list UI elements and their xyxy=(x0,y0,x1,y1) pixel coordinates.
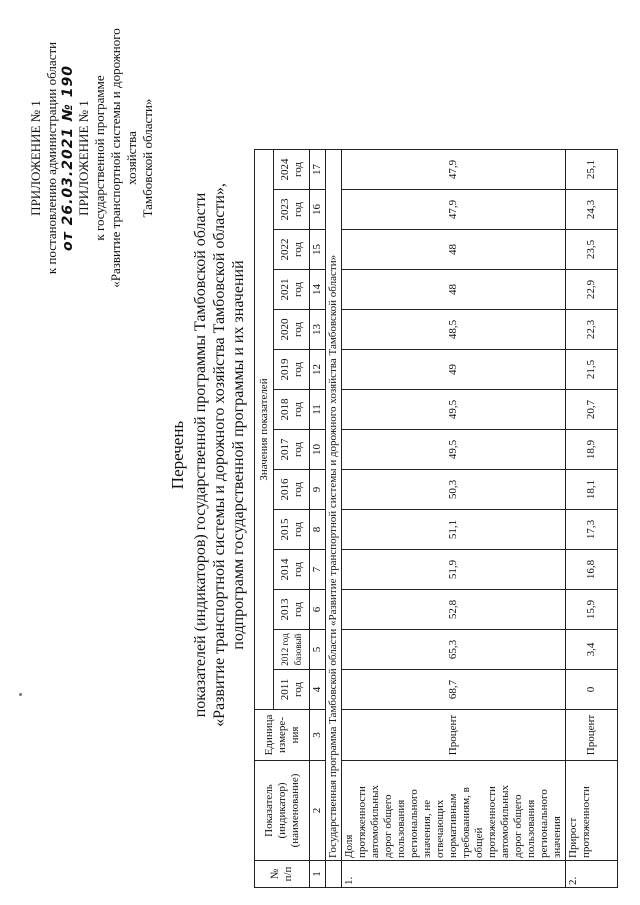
value-cell: 16,8 xyxy=(566,550,618,590)
row-number: 1. xyxy=(342,861,566,888)
column-number-6: 6 xyxy=(310,590,326,630)
year-header-11: 2022 год xyxy=(274,230,310,270)
column-number-8: 8 xyxy=(310,510,326,550)
column-number-16: 16 xyxy=(310,190,326,230)
value-cell: 23,5 xyxy=(566,230,618,270)
column-number-13: 13 xyxy=(310,310,326,350)
handwritten-decree-date: от 26.03.2021 № 190 xyxy=(60,65,76,251)
column-number-4: 4 xyxy=(310,670,326,710)
column-number-5: 5 xyxy=(310,630,326,670)
column-number-17: 17 xyxy=(310,150,326,190)
year-header-3: 2014 год xyxy=(274,550,310,590)
section-title: Государственная программа Тамбовской области «Развитие транспортной системы и дорожного хозяйства Тамбовской области» xyxy=(326,150,342,861)
column-number-3: 3 xyxy=(310,710,326,761)
column-number-2: 2 xyxy=(310,761,326,861)
indicators-table xyxy=(254,149,618,888)
column-number-7: 7 xyxy=(310,550,326,590)
year-header-8: 2019 год xyxy=(274,350,310,390)
value-cell: 25,1 xyxy=(566,150,618,190)
value-cell: 3,4 xyxy=(566,630,618,670)
value-cell: 50,3 xyxy=(342,470,566,510)
value-cell: 51,9 xyxy=(342,550,566,590)
title-line-1: Перечень xyxy=(168,420,187,490)
indicator-unit: Процент xyxy=(566,710,618,761)
year-header-0: 2011 год xyxy=(274,670,310,710)
value-cell: 68,7 xyxy=(342,670,566,710)
value-cell: 0 xyxy=(566,670,618,710)
value-cell: 24,3 xyxy=(566,190,618,230)
year-header-6: 2017 год xyxy=(274,430,310,470)
year-header-2: 2013 год xyxy=(274,590,310,630)
value-cell: 49,5 xyxy=(342,430,566,470)
header-no: № п/п xyxy=(255,861,310,888)
title-line-4: подпрограмм государственной программы и их значений xyxy=(230,260,247,650)
appendix-line-1: ПРИЛОЖЕНИЕ № 1 xyxy=(28,100,43,216)
value-cell: 51,1 xyxy=(342,510,566,550)
row-number: 2. xyxy=(566,861,618,888)
value-cell: 22,3 xyxy=(566,310,618,350)
column-number-1: 1 xyxy=(310,861,326,888)
column-number-11: 11 xyxy=(310,390,326,430)
header-row-1 xyxy=(255,150,274,888)
value-cell: 48 xyxy=(342,270,566,310)
indicator-name: Доля протяженности автомобильных дорог общего пользования регионального значения, не отвечающих нормативным требованиям, в общей протяженности автомобильных дорог общего пользования регионального значения xyxy=(342,761,566,861)
table-row xyxy=(566,150,618,888)
year-header-12: 2023 год xyxy=(274,190,310,230)
value-cell: 47,9 xyxy=(342,150,566,190)
header-values-group: Значения показателей xyxy=(255,150,274,710)
indicator-name: Прирост протяженности xyxy=(566,761,618,861)
value-cell: 48 xyxy=(342,230,566,270)
value-cell: 48,5 xyxy=(342,310,566,350)
value-cell: 47,9 xyxy=(342,190,566,230)
year-header-5: 2016 год xyxy=(274,470,310,510)
value-cell: 18,1 xyxy=(566,470,618,510)
appendix-header xyxy=(28,23,156,293)
value-cell: 52,8 xyxy=(342,590,566,630)
value-cell: 49 xyxy=(342,350,566,390)
appendix-line-5: к государственной программе xyxy=(92,75,107,241)
table-body xyxy=(255,150,618,888)
value-cell: 21,5 xyxy=(566,350,618,390)
value-cell: 20,7 xyxy=(566,390,618,430)
year-header-1: 2012 год базовый xyxy=(274,630,310,670)
title-line-2: показателей (индикаторов) государственной программы Тамбовской области xyxy=(192,192,209,718)
value-cell: 18,9 xyxy=(566,430,618,470)
column-number-12: 12 xyxy=(310,350,326,390)
year-header-13: 2024 год xyxy=(274,150,310,190)
title-line-3: «Развитие транспортной системы и дорожного хозяйства Тамбовской области», xyxy=(211,183,228,727)
value-cell: 17,3 xyxy=(566,510,618,550)
column-number-15: 15 xyxy=(310,230,326,270)
document-title xyxy=(168,155,248,755)
column-number-14: 14 xyxy=(310,270,326,310)
year-header-4: 2015 год xyxy=(274,510,310,550)
section-row xyxy=(326,150,342,888)
year-header-9: 2020 год xyxy=(274,310,310,350)
appendix-line-2: к постановлению администрации области xyxy=(44,41,59,275)
value-cell: 65,3 xyxy=(342,630,566,670)
year-header-7: 2018 год xyxy=(274,390,310,430)
appendix-line-4: ПРИЛОЖЕНИЕ № 1 xyxy=(76,100,91,216)
value-cell: 15,9 xyxy=(566,590,618,630)
column-number-10: 10 xyxy=(310,430,326,470)
indicator-unit: Процент xyxy=(342,710,566,761)
appendix-line-6: «Развитие транспортной системы и дорожного хозяйства xyxy=(108,28,139,288)
appendix-line-7: Тамбовской области» xyxy=(140,98,155,218)
header-indicator: Показатель (индикатор) (наименование) xyxy=(255,761,310,861)
value-cell: 49,5 xyxy=(342,390,566,430)
section-blank xyxy=(326,861,342,888)
year-header-10: 2021 год xyxy=(274,270,310,310)
table-row xyxy=(342,150,566,888)
column-number-9: 9 xyxy=(310,470,326,510)
header-unit: Единица измере- ния xyxy=(255,710,310,761)
value-cell: 22,9 xyxy=(566,270,618,310)
header-row-numbers xyxy=(310,150,326,888)
